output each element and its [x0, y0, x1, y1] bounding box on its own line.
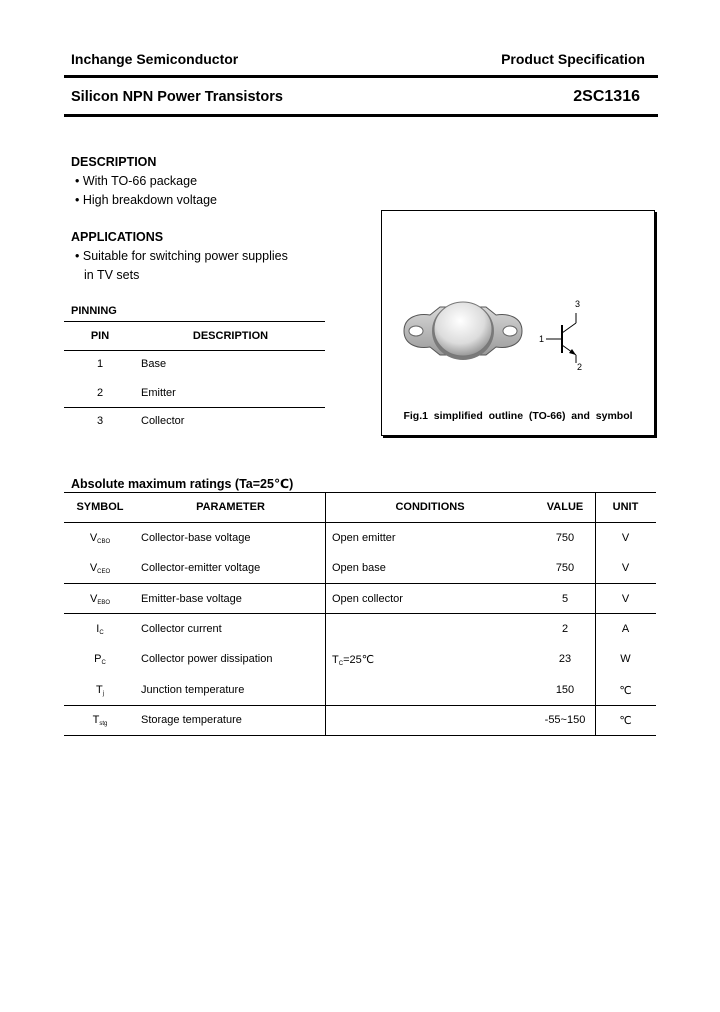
rating-conditions: Open emitter — [332, 532, 396, 544]
rating-unit: ℃ — [619, 715, 632, 727]
ratings-col-divider — [325, 492, 326, 735]
rating-unit: V — [621, 593, 630, 605]
pinning-rule — [64, 407, 325, 408]
ratings-header-symbol: SYMBOL — [76, 501, 124, 513]
ratings-rule — [64, 583, 656, 584]
applications-item: • Suitable for switching power supplies — [75, 249, 288, 263]
ratings-header-unit: UNIT — [612, 501, 639, 513]
part-number: 2SC1316 — [573, 88, 640, 105]
pinning-title: PINNING — [71, 305, 117, 317]
to66-package-image — [400, 293, 526, 365]
description-title: DESCRIPTION — [71, 155, 157, 169]
ratings-rule — [64, 492, 656, 493]
ratings-rule — [64, 522, 656, 523]
product-family: Silicon NPN Power Transistors — [71, 89, 283, 105]
ratings-rule — [64, 613, 656, 614]
rating-value: 2 — [561, 623, 569, 635]
figure-caption: Fig.1 simplified outline (TO-66) and symbol — [403, 410, 633, 422]
rating-parameter: Collector current — [141, 623, 222, 635]
rating-parameter: Collector-emitter voltage — [141, 562, 261, 574]
ratings-rule — [64, 735, 656, 736]
symbol-pin-emitter-label: 2 — [577, 362, 583, 372]
symbol-pin-base-label: 1 — [539, 334, 545, 344]
ratings-rule — [64, 705, 656, 706]
ratings-title: Absolute maximum ratings (Ta=25℃) — [71, 477, 294, 491]
ratings-header-parameter: PARAMETER — [196, 501, 265, 513]
applications-item: in TV sets — [84, 268, 140, 282]
description-item: • With TO-66 package — [75, 174, 198, 188]
rating-unit: W — [620, 653, 631, 665]
rating-symbol: $V_{CBO}$ — [89, 532, 111, 545]
document-type: Product Specification — [501, 51, 645, 67]
rating-unit: V — [621, 532, 630, 544]
rating-unit: V — [621, 562, 630, 574]
rating-value: 750 — [555, 532, 575, 544]
header-rule-top — [64, 75, 658, 78]
rating-parameter: Collector-base voltage — [141, 532, 251, 544]
pin-number: 1 — [96, 358, 104, 370]
rating-symbol: $P_C$ — [94, 653, 106, 666]
pinning-rule — [64, 350, 325, 351]
rating-symbol: $V_{EBO}$ — [89, 593, 110, 606]
pinning-rule — [64, 321, 325, 322]
rating-conditions: Open collector — [332, 593, 403, 605]
pin-number: 3 — [96, 415, 104, 427]
rating-symbol: $T_{stg}$ — [92, 714, 108, 727]
header-rule-bottom — [64, 114, 658, 117]
rating-symbol: $V_{CEO}$ — [89, 562, 111, 575]
applications-title: APPLICATIONS — [71, 230, 164, 244]
rating-parameter: Junction temperature — [141, 684, 245, 696]
ratings-header-conditions: CONDITIONS — [395, 501, 465, 513]
ratings-col-divider — [595, 492, 596, 735]
symbol-pin-collector-label: 3 — [575, 299, 581, 309]
rating-parameter: Emitter-base voltage — [141, 593, 242, 605]
rating-symbol: $T_j$ — [95, 684, 105, 697]
ratings-header-value: VALUE — [546, 501, 584, 513]
rating-unit: A — [621, 623, 630, 635]
pinning-header-pin: PIN — [90, 330, 110, 342]
pin-description: Collector — [141, 415, 185, 427]
rating-unit: ℃ — [619, 685, 632, 697]
rating-parameter: Storage temperature — [141, 714, 242, 726]
rating-value: -55~150 — [544, 714, 586, 726]
pin-description: Emitter — [141, 387, 176, 399]
rating-value: 750 — [555, 562, 575, 574]
description-item: • High breakdown voltage — [75, 193, 217, 207]
rating-value: 5 — [561, 593, 569, 605]
rating-value: 23 — [558, 653, 572, 665]
figure-box — [381, 210, 655, 436]
rating-value: 150 — [555, 684, 575, 696]
pin-number: 2 — [96, 387, 104, 399]
company-name: Inchange Semiconductor — [71, 51, 239, 67]
rating-conditions: Open base — [332, 562, 386, 574]
rating-symbol: $I_C$ — [96, 623, 104, 636]
pin-description: Base — [141, 358, 167, 370]
rating-conditions: $T_C=25℃$ — [332, 654, 375, 667]
rating-parameter: Collector power dissipation — [141, 653, 273, 665]
pinning-header-description: DESCRIPTION — [192, 330, 269, 342]
